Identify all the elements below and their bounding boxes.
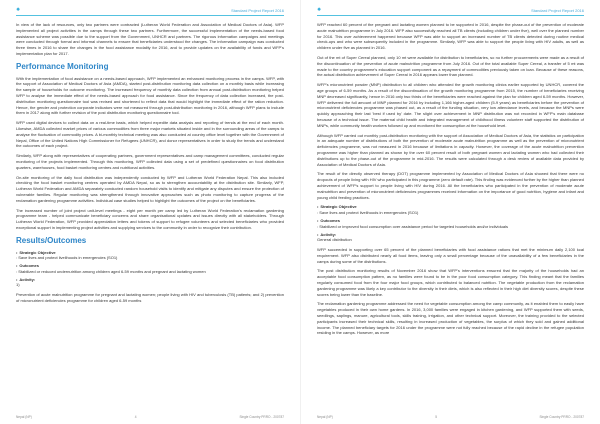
paragraph: With the implementation of food assistance on a needs-based approach, WFP implemented an enhanced monitoring process in the camps. WFP, with the support of Association of Medical Doctors of Asia (AMDA), started post-distribution monitoring data collection on a monthly basis while increasing the sample of households for outcome monitoring. The increased frequency of monthly data collection from annual post-distribution monitoring helped WFP to analyse the immediate effect of the needs-based approach for food assistance. Since the frequency of data collection increased, the post-distribution monitoring questionnaire tool was revised and shortened to reflect data that would highlight the immediate effect of the ration reduction. Hence, the gender and protection corporate indicators were not measured through post-distribution monitoring in 2016, although WFP plans to include them in 2017 along with further revision of the post distribution monitoring questionnaire tool.: [16, 75, 284, 116]
bullet-icon: •: [317, 231, 319, 237]
page-header-title: Standard Project Report 2016: [531, 8, 584, 13]
page-footer: [317, 415, 584, 419]
paragraph: WFP succeeded in supporting over 65 percent of the planned beneficiaries with food assistance rations that met the minimum daily 2,100 kcal requirement. WFP also distributed nearly all food items, leaving only a small percentage because of the unavailability of a few beneficiaries in the camps during some of the distributions.: [317, 247, 584, 264]
outcome-item: [317, 204, 584, 216]
section-heading-performance-monitoring: Performance Monitoring: [16, 61, 109, 71]
intro-paragraph: In view of the lack of resources, only two partners were contracted (Lutheran World Federation and Association of Medical Doctors of Asia). WFP implemented all project activities in the camps through these two partners. Furthermore, the successful implementation of the needs-based food assistance scheme was possible due to the support from the Government, UNHCR and partners. The rigorous information campaigns and meetings were conducted through formal and informal channels to ensure that beneficiaries understood the changes. The information campaign was conducted three times in 2016 to share the changes in the food assistance modality for 2016, and to provide updates on the availability of funds and WFP's implementation plan for 2017.: [16, 22, 284, 56]
paragraph: WFP reached 60 percent of the pregnant and lactating women planned to be supported in 2016, despite the phase-out of the prevention of moderate acute malnutrition programme in July 2016. WFP also successfully reached all TB clients (including children under five), well over the planned number for 2016. This over achievement happened because WFP was able to support an increased number of TB clients detected during routine medical check-ups and who were subsequently included in the programme. Similarly, WFP was able to support the people living with HIV adults, as well as children under five as planned in 2016.: [317, 22, 584, 51]
footer-page-number: 4: [134, 415, 137, 419]
footer-left: Nepal (NP): [317, 415, 333, 419]
outcome-label: Strategic Objective: [320, 204, 357, 210]
header-rule: [16, 15, 284, 16]
outcome-list: [16, 250, 284, 289]
outcome-item: [317, 232, 584, 244]
outcome-value: : Stabilized or improved food consumption over assistance period for targeted households and/or individuals: [317, 223, 508, 229]
outcome-label: Strategic Objective: [19, 249, 56, 255]
paragraph: WFP used digital devices to collect data on a real-time basis, which helped expedite data analysis and reporting of trends at the end of each month. Likewise, AMDA collected market prices of various commodities from three major markets situated inside and in the surrounding areas of the camps to analyse the fluctuation of commodity prices. A bi-monthly technical meeting was also conducted at country office level together with the Government of Nepal, Office of the United Nations High Commissioner for Refugees (UNHCR), and donor representatives in order to study the trends and understand the outcomes of each project.: [16, 120, 284, 149]
wfp-emblem-icon: ✹: [317, 7, 322, 13]
outcome-value: General distribution: [317, 237, 352, 243]
paragraph: On-site monitoring of the daily food distribution was independently conducted by WFP and Lutheran World Federation Nepal. This also included checking the food basket monitoring centres operated by AMDA Nepal, so as to strengthen accountability at the distribution site. Similarly, WFP, Lutheran World Federation and AMDA separately conducted random household visits to identify and mitigate any disputes and ensure the protection of vulnerable families. Regular monitoring was strengthened through innovative approaches such as photo monitoring to capture progress of the reclamation gardening programme activities. Individual case studies helped to highlight the outcomes of the project on the beneficiaries.: [16, 174, 284, 203]
header-rule: [317, 15, 584, 16]
outcome-list: [317, 204, 584, 243]
outcome-item: [317, 218, 584, 230]
paragraph: The reclamation gardening programme addressed the need for vegetable consumption among the camp community, as it enabled them to easily have vegetables produced in their own home gardens. In 2016, 3,000 families were engaged in kitchen gardening, and WFP supported them with seeds, seedlings, saplings, manure, agricultural tools, skills training, irrigation, and other technical support. Moreover, the training provided to the selected participants increased their technical skills, resulting in increased production of vegetables, the surplus of which they sold and gained additional income. The planned beneficiary targets for 2016 under the programme were not fully reached because of the rapid decline in the refugee population residing in the camps. However, as more: [317, 301, 584, 336]
footer-left: Nepal (NP): [16, 415, 32, 419]
footer-right: Single Country PRRO - 200787: [539, 415, 584, 419]
outcome-value: : Save lives and protect livelihoods in emergencies (SO1): [16, 255, 118, 261]
footer-right: Single Country PRRO - 200787: [239, 415, 284, 419]
paragraph: Similarly, WFP along with representatives of cooperating partners, government representatives and camp management committees, conducted regular monitoring of the projects implemented. Through this monitoring, WFP collected data using a set of predefined questionnaires on food distribution quarters, warehouses, food basket monitoring centres and nutritional activities.: [16, 153, 284, 170]
bullet-icon: •: [16, 263, 18, 269]
bullet-icon: •: [317, 204, 319, 210]
outcome-label: Activity:: [19, 276, 36, 282]
outcome-item: [16, 250, 284, 262]
paragraph: The post distribution monitoring results of November 2016 show that WFP's interventions ensured that the majority of the households had an acceptable food consumption pattern, as no families were found to be in the poor food consumption category. This finding meant that the families regularly consumed food from the four major food groups, which contributed to balanced nutrition. The vegetable production from the reclamation gardening programme was likely a key contributor to the diversity in their diets, which is also reflected in their high diet diversity scores, despite these scores being lower than the baseline.: [317, 268, 584, 297]
paragraph: The result of the directly observed therapy (DOT) programme implemented by Association of Medical Doctors of Asia showed that there were no dropouts of people living with HIV who participated in this programme (zero default rate). This finding was evidenced further by the higher than planned achievement of WFP's support to people living with HIV during 2016. All the beneficiaries who participated in the prevention of moderate acute malnutrition and prevention of micronutrient deficiencies programmes received information on the importance of good nutrition, hygiene and infant and young child feeding practices.: [317, 171, 584, 200]
outcome-item: [16, 277, 284, 289]
bullet-icon: •: [317, 217, 319, 223]
report-page-right: [300, 0, 600, 424]
outcome-label: Outcomes: [19, 263, 39, 269]
paragraph: Although WFP carried out monthly post-distribution monitoring with the support of Association of Medical Doctors of Asia, the statistics on participation in an adequate number of distributions of both the prevention of moderate acute malnutrition programme as well as the prevention of micronutrient deficiencies programme, was not measured in 2016 because of limitations in capacity. However, the coverage of the acute malnutrition prevention programme was higher than planned as shown by the over 60 percent result of both pregnant women and lactating women who had collected their distributions up to the phase-out of the programme in mid-2016. The results were calculated through a desk review of available data provided by Association of Medical Doctors of Asia.: [317, 132, 584, 167]
activity-paragraph: Prevention of acute malnutrition programme for pregnant and lactating women; people living with HIV and tuberculosis (TB) patients; and 2) prevention of micronutrient deficiencies programme for children aged 6-59 months: [16, 292, 284, 304]
page-footer: [16, 415, 284, 419]
outcome-label: Activity:: [320, 231, 337, 237]
page-header-title: Standard Project Report 2016: [231, 8, 284, 13]
paragraph: The increased number of joint project unit-level meetings - eight per month per camp led by Lutheran World Federation's reclamation gardening programme team - helped communicate beneficiary concerns and share organisational updates and issues directly with all stakeholders. Through Lutheran World Federation, WFP provided appreciation letters and tokens of support to refugee volunteers and selected beneficiaries who provided exceptional support in implementing project activities and supplying services to the community in order to recognize their contribution.: [16, 207, 284, 230]
wfp-emblem-icon: ✹: [16, 7, 21, 13]
bullet-icon: •: [16, 276, 18, 282]
outcome-value: : Save lives and protect livelihoods in emergencies (SO1): [317, 210, 419, 216]
outcome-item: [16, 263, 284, 275]
paragraph: Out of the mt of Super Cereal planned, only 10 mt were available for distribution to beneficiaries, so no further procurements were made as a result of the discontinuation of the prevention of acute malnutrition programme from July 2016. Out of the total available Super Cereal, a transfer of 5 mt was made to the country programme's education support component as a repayment of commodities previously taken on loan. Because of these reasons, the actual distribution achievement of Super Cereal in 2016 appears lower than planned.: [317, 54, 584, 78]
outcome-label: Outcomes: [320, 217, 340, 223]
page-header: [317, 6, 584, 13]
bullet-icon: •: [16, 249, 18, 255]
page-header: [16, 6, 284, 13]
section-heading-results-outcomes: Results/Outcomes: [16, 235, 87, 245]
footer-page-number: 5: [435, 415, 438, 419]
outcome-value: : Stabilized or reduced undernutrition among children aged 6-59 months and pregnant and lactating women: [16, 268, 206, 274]
outcome-value: 1): [16, 282, 20, 288]
paragraph: WFP's micronutrient powder (MNP) distribution to all children who attended the growth monitoring clinics earlier supported by UNHCR, covered the age groups of 6-59 months. As a result of the discontinuation of the growth monitoring programme from 2015, the number of beneficiaries receiving MNP decreased significantly, hence in 2016 only two thirds of the beneficiaries were reached against the plan for children aged 6-59 months. However, WFP delivered the full amount of MNP planned for 2016 by including 1,166 higher-aged children (5-9 years) as beneficiaries before the prevention of micronutrient deficiencies programme was phased out, as a result of the funding situation, very low attendance levels, and because the MNPs were quickly approaching their last 'best if used by' date. The slight over achievement in MNP distribution was not recorded in WFP's main database because of a technical issue. The maternal child health and integrated management of childhood illness volunteer staff supported the distribution of MNPs, while community health workers followed up and monitored the consumption at the household level.: [317, 82, 584, 128]
